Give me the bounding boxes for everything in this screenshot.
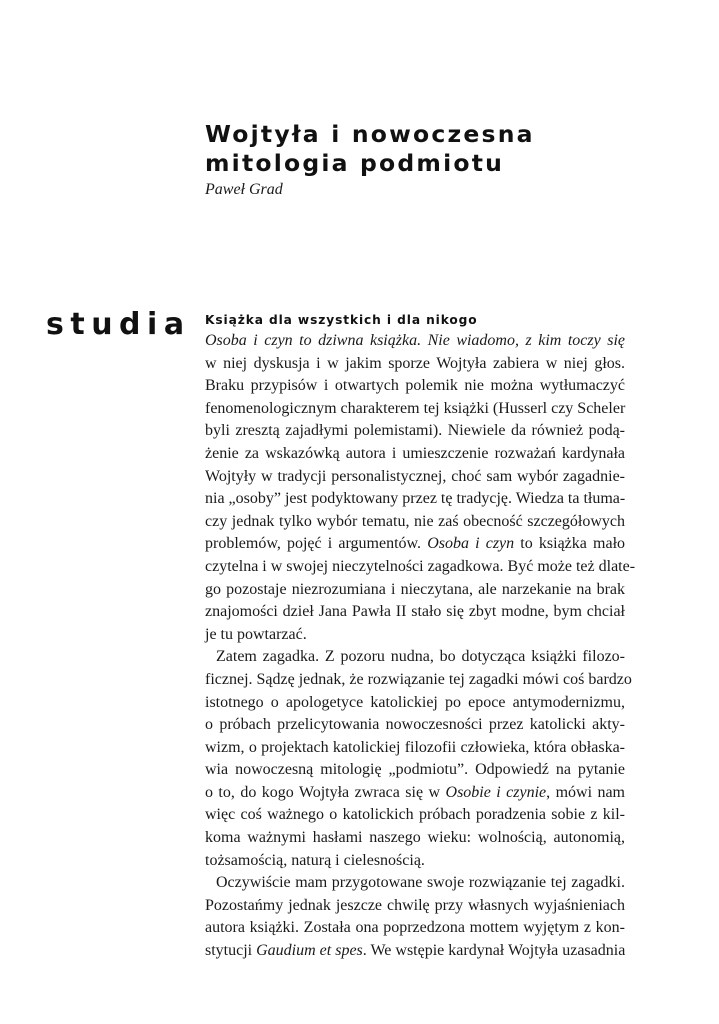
text-segment: wia nowoczesną mitologię „podmiotu”. Odpowiedź na pytanie (205, 761, 625, 779)
section-label: studia (46, 307, 191, 342)
text-line (205, 850, 625, 873)
text-line (205, 466, 625, 489)
text-segment: Zatem zagadka. Z pozoru nudna, bo dotycząca książki filozo- (216, 648, 625, 666)
text-segment: problemów, pojęć i argumentów. (205, 535, 428, 553)
text-segment: je tu powtarzać. (205, 625, 307, 643)
text-segment: go pozostaje niezrozumiana i nieczytana, ale narzekanie na brak (205, 580, 625, 598)
book-title: Osoba i czyn (205, 332, 293, 349)
article-body (205, 330, 636, 963)
text-segment: znajomości dzieł Jana Pawła II stało się zbyt modne, bym chciał (205, 603, 625, 621)
text-segment: istotnego o apologetyce katolickiej po epoce antymodernizmu, (205, 693, 625, 711)
text-segment: czy jednak tylko wybór tematu, nie zaś obecność szczegółowych (205, 512, 625, 530)
article-title-line: mitologia podmiotu (205, 149, 505, 177)
text-segment: autora książki. Została ona poprzedzona mottem wyjętym z kon- (205, 919, 625, 937)
text-segment: . We wstępie kardynał Wojtyła uzasadnia (362, 942, 626, 960)
book-title: Osoba i czyn (427, 535, 515, 553)
text-segment: więc coś ważnego o katolickich próbach poradzenia sobie z kil- (205, 806, 625, 824)
text-line (205, 624, 625, 647)
text-segment: stytucji (205, 942, 257, 960)
text-segment: o próbach przelicytowania nowoczesności przez katolicki akty- (205, 716, 625, 734)
text-segment: tożsamością, naturą i cielesnością. (205, 851, 425, 869)
text-line (205, 601, 625, 624)
text-segment: czytelna i w swojej nieczytelności zagadkowa. Być może też dlate- (205, 557, 636, 575)
text-segment: ficznej. Sądzę jednak, że rozwiązanie tej zagadki mówi coś bardzo (205, 670, 632, 688)
text-segment: żenie za wskazówką autora i umieszczenie rozważań kardynała (205, 444, 625, 462)
text-segment: Oczywiście mam przygotowane swoje rozwiązanie tej zagadki. (216, 874, 625, 892)
article-title-line: Wojtyła i nowoczesna (205, 120, 535, 148)
text-line (205, 737, 625, 760)
text-line (205, 556, 636, 579)
text-line (205, 511, 625, 534)
text-line (205, 714, 625, 737)
text-line (205, 646, 625, 669)
text-line (205, 692, 625, 715)
article-author: Paweł Grad (205, 181, 283, 198)
text-line (205, 895, 625, 918)
text-segment: Pozostańmy jednak jeszcze chwilę przy własnych wyjaśnieniach (205, 896, 625, 914)
text-line (205, 375, 625, 398)
text-segment: to książka mało (514, 535, 626, 553)
text-segment: byli zresztą zajadłymi polemistami). Niewiele da również podą- (205, 422, 625, 440)
book-title: Osobie i czynie (445, 783, 547, 801)
text-segment: Braku przypisów i otwartych polemik nie można wytłumaczyć (205, 377, 625, 395)
text-segment: w niej dyskusja i w jakim sporze Wojtyła zabiera w niej głos. (205, 354, 625, 372)
section-subheading: Książka dla wszystkich i dla nikogo (205, 313, 478, 327)
text-line (205, 488, 625, 511)
text-line (205, 579, 625, 602)
text-segment: koma ważnymi hasłami naszego wieku: wolnością, autonomią, (205, 829, 625, 847)
text-segment: fenomenologicznym charakterem tej książki (Husserl czy Scheler (205, 399, 626, 417)
text-line (205, 330, 625, 353)
text-segment: Wojtyły w tradycji personalistycznej, choć sam wybór zagadnie- (205, 467, 625, 485)
text-segment: o to, do kogo Wojtyła zwraca się w (205, 783, 446, 801)
text-line (205, 782, 625, 805)
text-line (205, 917, 625, 940)
text-line (205, 420, 625, 443)
text-line (205, 669, 632, 692)
text-line (205, 533, 625, 556)
text-line (205, 398, 625, 421)
text-line (205, 353, 625, 376)
text-line (205, 804, 625, 827)
text-line (205, 443, 625, 466)
text-line (205, 940, 625, 963)
article-title (205, 120, 535, 178)
book-title: Gaudium et spes (256, 942, 363, 960)
book-title: to dziwna książka. Nie wiadomo, z kim toczy się (292, 332, 625, 349)
text-segment: wizm, o projektach katolickiej filozofii człowieka, która obłaska- (205, 738, 625, 756)
text-line (205, 827, 625, 850)
text-segment: nia „osoby” jest podyktowany przez tę tradycję. Wiedza ta tłuma- (205, 490, 626, 508)
text-line (205, 759, 625, 782)
text-segment: , mówi nam (546, 783, 626, 801)
text-line (205, 872, 625, 895)
